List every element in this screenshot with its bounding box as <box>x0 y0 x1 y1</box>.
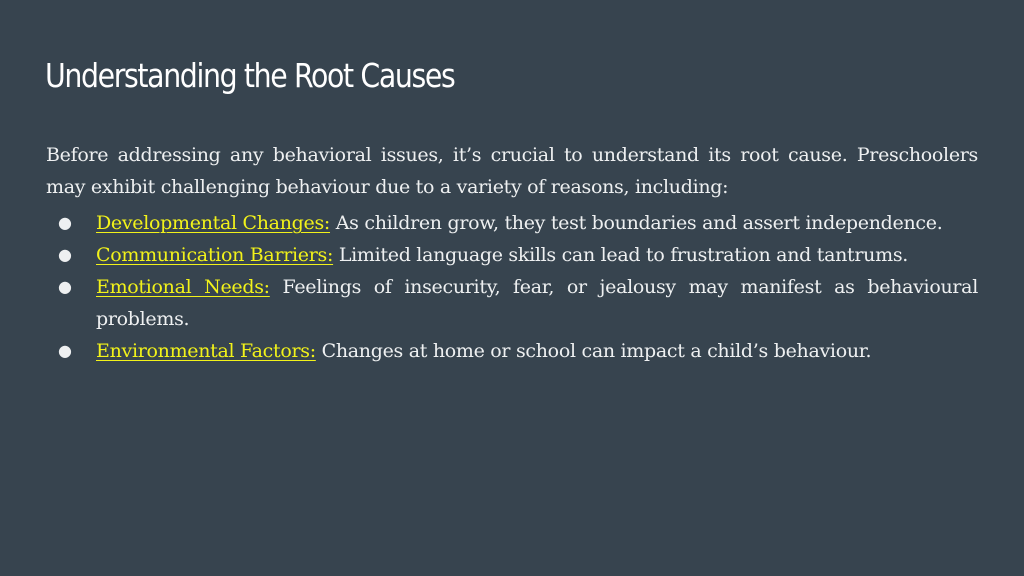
bullet-icon: ● <box>58 341 72 360</box>
slide-body <box>46 139 978 367</box>
bullet-icon: ● <box>58 245 72 264</box>
list-item-developmental-changes <box>46 207 978 239</box>
term-environmental-factors: Environmental Factors: <box>96 340 316 362</box>
bullet-icon: ● <box>58 213 72 232</box>
term-developmental-changes: Developmental Changes: <box>96 212 331 234</box>
description-emotional-needs: Feelings of insecurity, fear, or jealousy may manifest as behavioural problems. <box>96 276 978 330</box>
list-item-emotional-needs <box>46 271 978 335</box>
intro-paragraph: Before addressing any behavioral issues, it’s crucial to understand its root cause. Preschoolers may exhibit challenging behaviour due to a variety of reasons, including: <box>46 144 978 198</box>
description-environmental-factors: Changes at home or school can impact a child’s behaviour. <box>321 340 872 362</box>
slide-title: Understanding the Root Causes <box>45 56 455 95</box>
term-emotional-needs: Emotional Needs: <box>96 276 270 298</box>
description-communication-barriers: Limited language skills can lead to frustration and tantrums. <box>338 244 909 266</box>
bullet-icon: ● <box>58 277 72 296</box>
list-item-communication-barriers <box>46 239 978 271</box>
list-item-environmental-factors <box>46 335 978 367</box>
term-communication-barriers: Communication Barriers: <box>96 244 334 266</box>
causes-list <box>46 207 978 367</box>
description-developmental-changes: As children grow, they test boundaries and assert independence. <box>335 212 943 234</box>
